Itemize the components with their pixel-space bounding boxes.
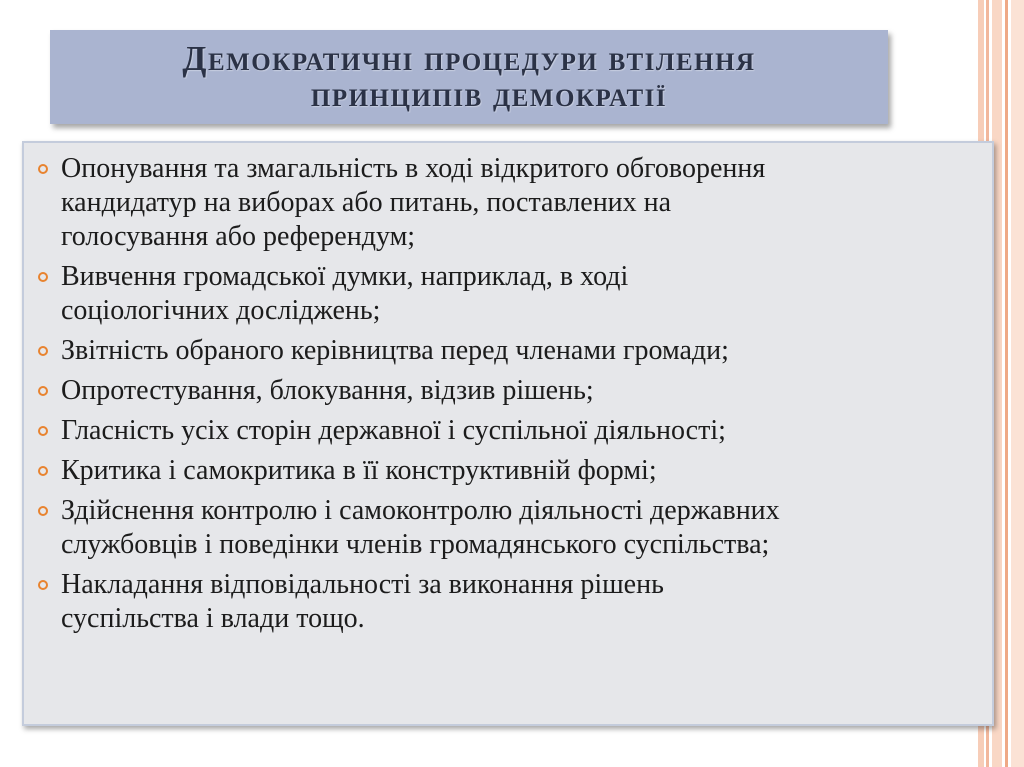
bullet-circle-icon [38,466,48,476]
bullet-circle-icon [38,580,48,590]
bullet-text-line: Звітність обраного керівництва перед членами громади; [61,335,729,366]
bullet-circle-icon [38,164,48,174]
bullet-item [38,334,983,368]
bullet-text-line: кандидатур на виборах або питань, поставлених на [61,187,672,218]
bullet-item [38,414,983,448]
bullet-circle-icon [38,346,48,356]
bullet-list [38,152,983,642]
bullet-item [38,152,983,254]
bullet-text-line: Опротестування, блокування, відзив рішень; [61,375,594,406]
bullet-circle-icon [38,272,48,282]
bullet-text-line: Критика і самокритика в її конструктивній формі; [61,455,657,486]
bullet-text-line: голосування або референдум; [61,221,416,252]
bullet-item [38,374,983,408]
slide-title-line-2: принципів демократії [310,75,668,114]
bullet-item [38,454,983,488]
bullet-item [38,568,983,636]
bullet-circle-icon [38,426,48,436]
decorative-stripe [1011,0,1024,767]
bullet-text-line: Опонування та змагальність в ході відкритого обговорення [61,153,766,184]
bullet-text-line: соціологічних досліджень; [61,295,381,326]
decorative-stripe [1005,0,1008,767]
bullet-text-line: Вивчення громадської думки, наприклад, в ході [61,261,629,292]
bullet-circle-icon [38,506,48,516]
bullet-item [38,260,983,328]
bullet-text-line: Здійснення контролю і самоконтролю діяльності державних [61,495,780,526]
slide-title-line-1: Демократичні процедури втілення [182,39,756,78]
bullet-text-line: Гласність усіх сторін державної і суспільної діяльності; [61,415,726,446]
content-panel [22,141,994,726]
bullet-item [38,494,983,562]
slide-title [50,30,888,124]
bullet-text-line: службовців і поведінки членів громадянського суспільства; [61,529,770,560]
bullet-circle-icon [38,386,48,396]
bullet-text-line: Накладання відповідальності за виконання рішень [61,569,664,600]
bullet-text-line: суспільства і влади тощо. [61,603,365,634]
